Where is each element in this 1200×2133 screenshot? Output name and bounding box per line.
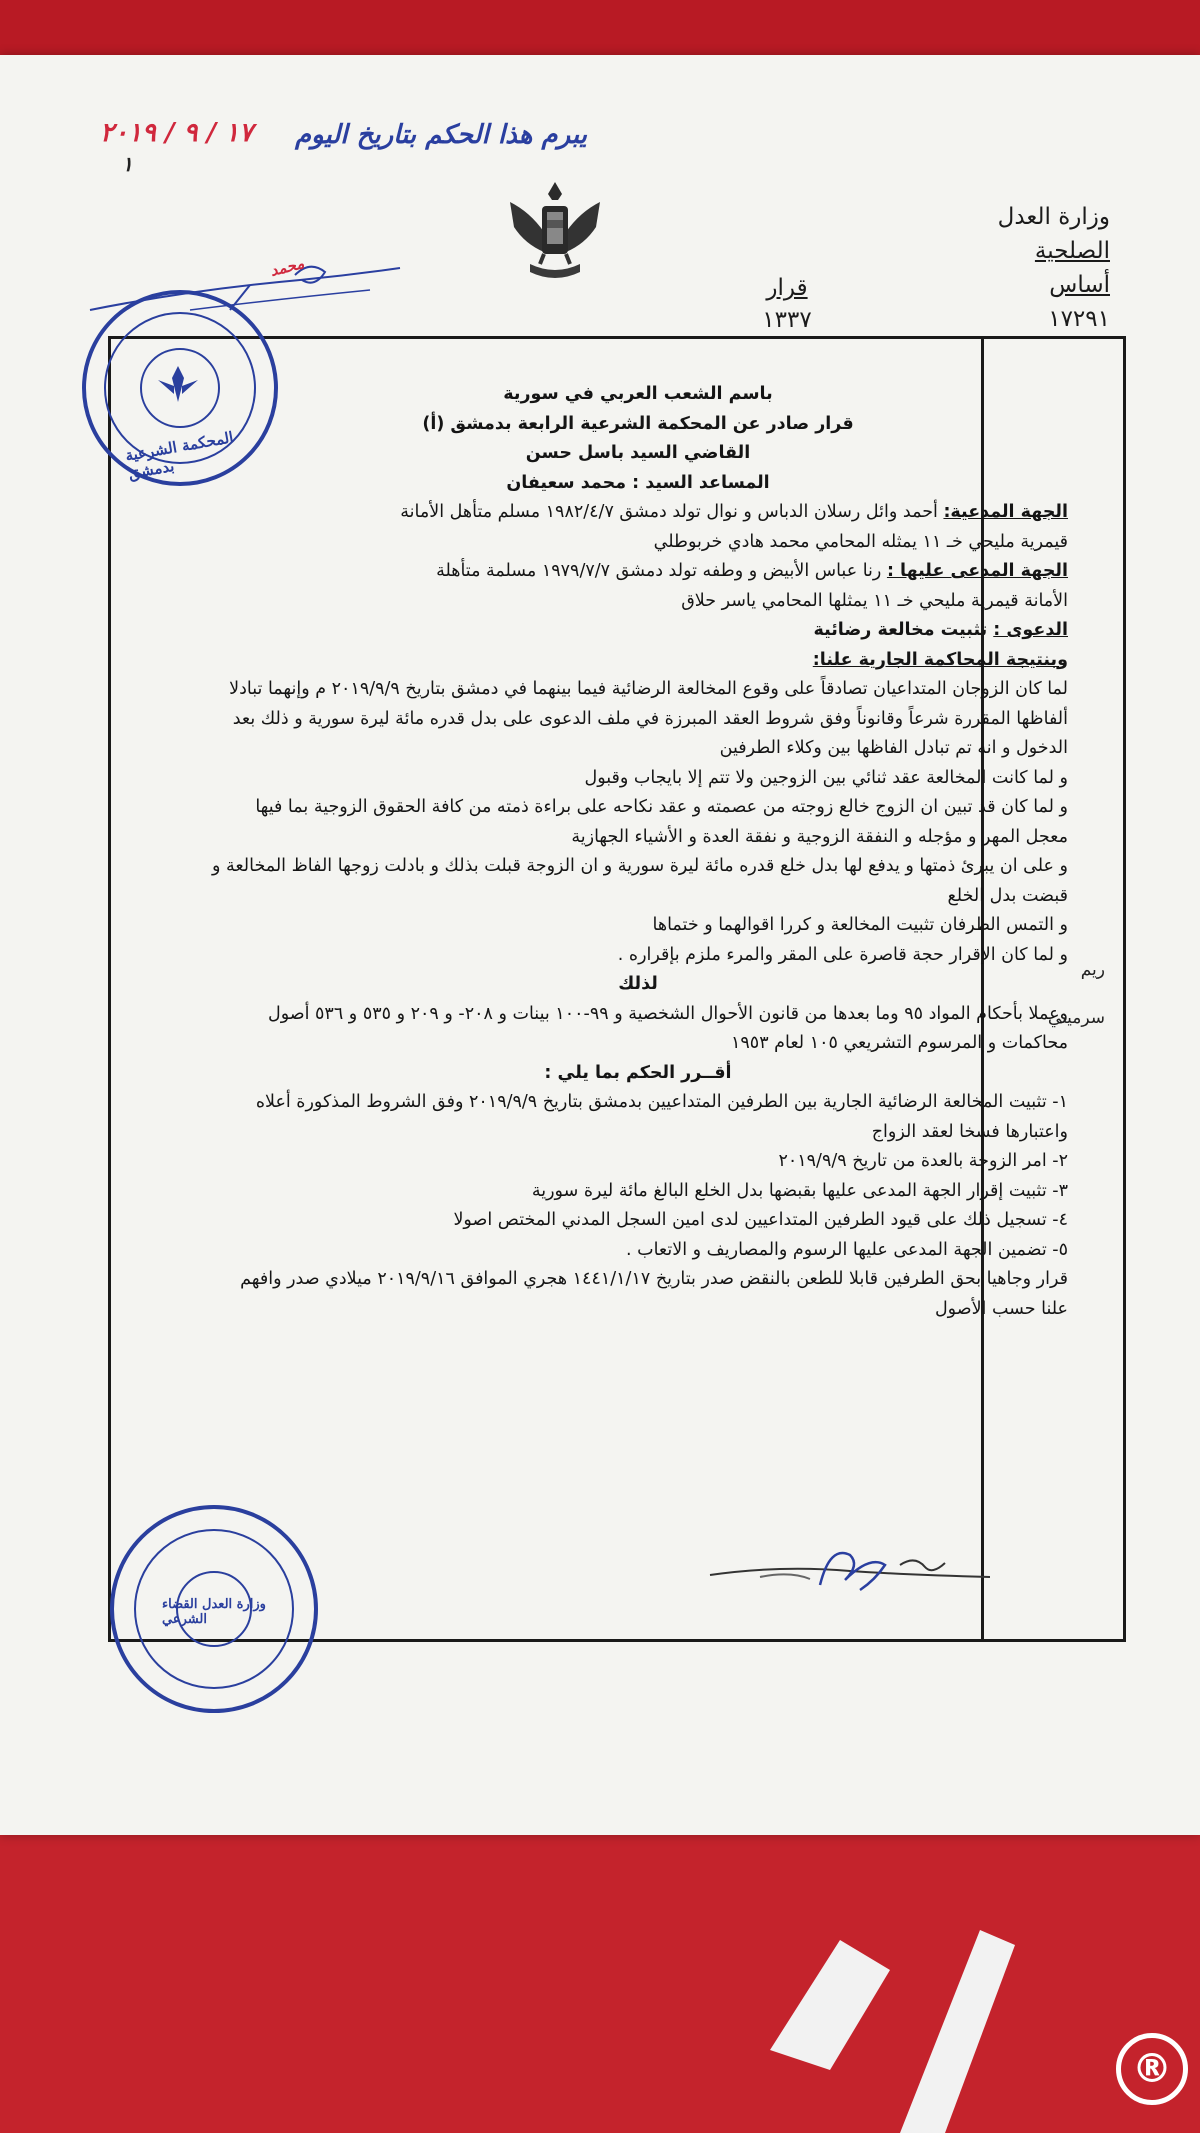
claim-value: تثبيت مخالعة رضائية xyxy=(813,620,994,640)
handwritten-number: ١ xyxy=(122,152,133,176)
stamp-eagle-icon xyxy=(150,358,206,414)
stamp-text-bottom: وزارة العدل القضاء الشرعي xyxy=(162,1597,266,1627)
final-paragraph: قرار وجاهيا بحق الطرفين قابلا للطعن بالنقض صدر بتاريخ ١٤٤١/١/١٧ هجري الموافق ٢٠١٩/٩/١٦ ميلادي صدر وافهم علنا حسب الأصول xyxy=(240,1269,1068,1319)
paragraph-5: و التمس الطرفان تثبيت المخالعة و كررا اقوالهما و ختماها xyxy=(652,915,1068,935)
court-location: الصلحية xyxy=(1034,238,1110,264)
heading-line-2: قرار صادر عن المحكمة الشرعية الرابعة بدمشق (أ) xyxy=(422,413,854,434)
claim-line xyxy=(208,616,1068,646)
paragraph-1: لما كان الزوجان المتداعيان تصادقاً على وقوع المخالعة الرضائية فيما بينهما في دمشق بتاريخ ٢٠١٩/٩/٩ م وإنهما تبادلا ألفاظها المقررة شرعاً وقانوناً وفق شروط العقد المبرزة في ملف الدعوى على بدل قدره مائة ليرة سورية و ذلك بعد الدخول و انه تم تبادل الفاظها بين وكلاء الطرفين xyxy=(229,679,1068,758)
assistant-line: المساعد السيد : محمد سعيفان xyxy=(506,472,770,493)
plaintiff-line-2: قيمرية مليحي خـ ١١ يمثله المحامي محمد هادي خربوطلي xyxy=(653,531,1068,552)
stamp-text-top: المحكمة الشرعية بدمشق xyxy=(123,428,235,483)
ministry-block xyxy=(998,200,1110,336)
defendant-line-1 xyxy=(208,557,1068,587)
paragraph-3: و لما كان قد تبين ان الزوج خالع زوجته من عصمته و عقد نكاحه على براءة ذمته من كافة الحقوق الزوجية بما فيها معجل المهر و مؤجله و النفقة الزوجية و نفقة العدة و الأشياء الجهازية xyxy=(255,797,1068,847)
defendant-line-2: الأمانة قيمرية مليحي خـ ١١ يمثلها المحامي ياسر حلاق xyxy=(681,590,1068,611)
ruling-item-4: ٤- تسجيل ذلك على قيود الطرفين المتداعيين لدى امين السجل المدني المختص اصولا xyxy=(453,1210,1068,1230)
decision-number: ١٣٣٧ xyxy=(762,307,812,333)
heading-line-1: باسم الشعب العربي في سورية xyxy=(503,384,773,404)
ministry-title: وزارة العدل xyxy=(997,204,1110,230)
side-note-2: سرميني xyxy=(1047,1008,1105,1028)
eagle-emblem-icon xyxy=(500,172,610,292)
claim-label: الدعوى : xyxy=(993,620,1068,640)
paragraph-6: و لما كان الإقرار حجة قاصرة على المقر والمرء ملزم بإقراره . xyxy=(617,944,1068,965)
judge-line: القاضي السيد باسل حسن xyxy=(525,443,751,463)
handwritten-date: ١٧ / ٩ / ٢٠١٩ xyxy=(100,118,253,148)
judge-signature xyxy=(700,1535,1000,1605)
paragraph-4: و على ان يبرئ ذمتها و يدفع لها بدل خلع قدره مائة ليرة سورية و ان الزوجة قبلت بذلك و بادلت زوجها الفاظ المخالعة و قبضت بدل الخلع xyxy=(211,856,1068,906)
defendant-label: الجهة المدعى عليها : xyxy=(886,561,1068,581)
handwritten-title: يبرم هذا الحكم بتاريخ اليوم xyxy=(295,120,588,150)
paragraph-2: و لما كانت المخالعة عقد ثنائي بين الزوجين ولا تتم إلا بايجاب وقبول xyxy=(584,767,1068,788)
court-stamp-bottom xyxy=(110,1505,318,1713)
result-label: وبنتيجة المحاكمة الجارية علنا: xyxy=(812,649,1068,670)
margin-name: محمد xyxy=(268,254,306,280)
therefore-heading: لذلك xyxy=(618,974,658,994)
judgment-text xyxy=(208,380,1068,1324)
decision-block xyxy=(742,272,832,336)
asas-number: ١٧٢٩١ xyxy=(1048,306,1110,332)
plaintiff-text: أحمد وائل رسلان الدباس و نوال تولد دمشق ١٩٨٢/٤/٧ مسلم متأهل الأمانة xyxy=(400,502,944,522)
ruling-item-3: ٣- تثبيت إقرار الجهة المدعى عليها بقبضها بدل الخلع البالغ مائة ليرة سورية xyxy=(531,1180,1068,1201)
side-note-1: ريم xyxy=(1080,960,1105,980)
plaintiff-label: الجهة المدعية: xyxy=(943,502,1068,522)
paragraph-legal-basis: وعملا بأحكام المواد ٩٥ وما بعدها من قانون الأحوال الشخصية و ٩٩-١٠٠ بينات و ٢٠٨- و ٢٠٩ و ٥٣٥ و ٥٣٦ أصول محاكمات و المرسوم التشريعي ١٠٥ لعام ١٩٥٣ xyxy=(267,1003,1068,1053)
defendant-text: رنا عباس الأبيض و وطفه تولد دمشق ١٩٧٩/٧/٧ مسلمة متأهلة xyxy=(436,561,887,581)
ruling-item-1: ١- تثبيت المخالعة الرضائية الجارية بين الطرفين المتداعيين بدمشق بتاريخ ٢٠١٩/٩/٩ وفق الشروط المذكورة أعلاه واعتبارها فسخا لعقد الزواج xyxy=(255,1092,1068,1142)
decision-label: قرار xyxy=(766,275,808,301)
registered-mark-icon: ® xyxy=(1116,2033,1188,2105)
ruling-heading: أقــرر الحكم بما يلي : xyxy=(544,1062,732,1083)
plaintiff-line-1 xyxy=(208,498,1068,528)
ruling-item-5: ٥- تضمين الجهة المدعى عليها الرسوم والمصاريف و الاتعاب . xyxy=(625,1239,1068,1260)
asas-label: أساس xyxy=(1049,272,1110,298)
background-logo xyxy=(760,1870,1080,2133)
ruling-item-2: ٢- امر الزوجة بالعدة من تاريخ ٢٠١٩/٩/٩ xyxy=(778,1151,1068,1171)
